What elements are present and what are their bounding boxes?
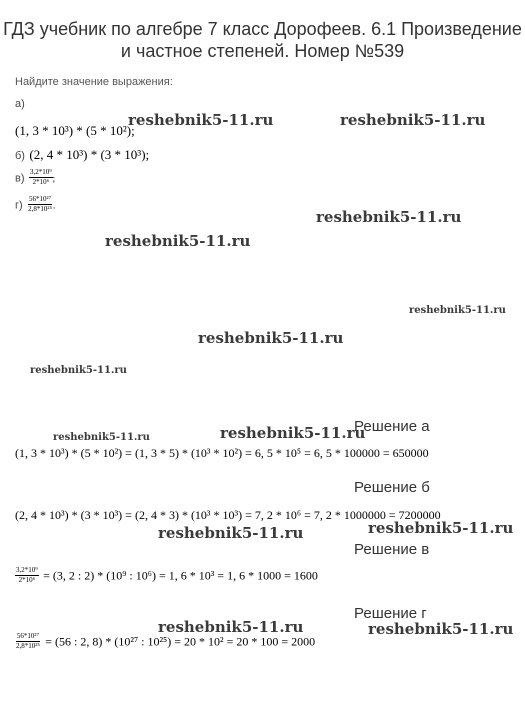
task-d-label: г) [15, 199, 23, 212]
solution-c-row [15, 566, 318, 585]
watermark: reshebnik5-11.ru [409, 305, 506, 316]
page-title: ГДЗ учебник по алгебре 7 класс Дорофеев. 6.1 Произведение и частное степеней. Номер №539 [3, 19, 522, 61]
task-c [15, 168, 55, 187]
task-c-label: в) [15, 172, 25, 185]
solution-d-heading: Решение г [354, 605, 427, 622]
task-b [15, 146, 149, 164]
watermark: reshebnik5-11.ru [158, 524, 304, 542]
task-d-numerator: 56*10²⁷ [29, 195, 52, 203]
solution-d-numerator: 56*10²⁷ [16, 632, 39, 640]
task-d [15, 195, 55, 214]
solution-b-line: (2, 4 * 10³) * (3 * 10³) = (2, 4 * 3) * (10³ * 10³) = 7, 2 * 10⁶ = 7, 2 * 1000000 = 7200000 [15, 508, 441, 522]
task-c-denominator: 2*10⁶ [32, 178, 50, 186]
watermark: reshebnik5-11.ru [198, 329, 344, 347]
task-c-numerator: 3,2*10⁹ [29, 168, 52, 176]
watermark: reshebnik5-11.ru [128, 111, 274, 129]
solution-c-line: = (3, 2 : 2) * (10⁹ : 10⁶) = 1, 6 * 10³ = 1, 6 * 1000 = 1600 [43, 568, 318, 583]
watermark: reshebnik5-11.ru [340, 111, 486, 129]
task-d-denominator: 2,8*10²⁵ [28, 205, 52, 213]
watermark: reshebnik5-11.ru [30, 365, 127, 376]
solution-d-denominator: 2,8*10²⁵ [16, 642, 40, 650]
task-prompt: Найдите значение выражения: [15, 76, 173, 88]
watermark: reshebnik5-11.ru [220, 424, 366, 442]
task-b-label: б) [15, 150, 25, 162]
watermark: reshebnik5-11.ru [368, 620, 514, 638]
watermark: reshebnik5-11.ru [158, 618, 304, 636]
solution-c-heading: Решение в [354, 541, 430, 558]
task-a-label: а) [15, 98, 25, 110]
task-d-fraction [27, 195, 56, 214]
solution-a-line: (1, 3 * 10³) * (5 * 10²) = (1, 3 * 5) * (10³ * 10²) = 6, 5 * 10⁵ = 6, 5 * 100000 = 650000 [15, 446, 429, 460]
solution-b-heading: Решение б [354, 479, 430, 496]
task-c-end: ; [52, 173, 56, 184]
solution-c-denominator: 2*10⁶ [18, 576, 36, 584]
task-b-expression: (2, 4 * 10³) * (3 * 10³); [29, 147, 150, 162]
watermark: reshebnik5-11.ru [316, 208, 462, 226]
watermark: reshebnik5-11.ru [53, 432, 150, 443]
solution-a-heading: Решение а [354, 418, 430, 435]
task-a-expression: (1, 3 * 10³) * (5 * 10²); [15, 123, 135, 138]
watermark: reshebnik5-11.ru [368, 519, 514, 537]
solution-c-fraction [15, 566, 39, 585]
task-c-fraction [29, 168, 53, 187]
solution-c-numerator: 3,2*10⁹ [16, 566, 38, 574]
solution-d-fraction [15, 632, 41, 651]
task-d-end: . [52, 200, 56, 211]
solution-d-line: = (56 : 2, 8) * (10²⁷ : 10²⁵) = 20 * 10² = 20 * 100 = 2000 [45, 634, 316, 649]
watermark: reshebnik5-11.ru [105, 232, 251, 250]
